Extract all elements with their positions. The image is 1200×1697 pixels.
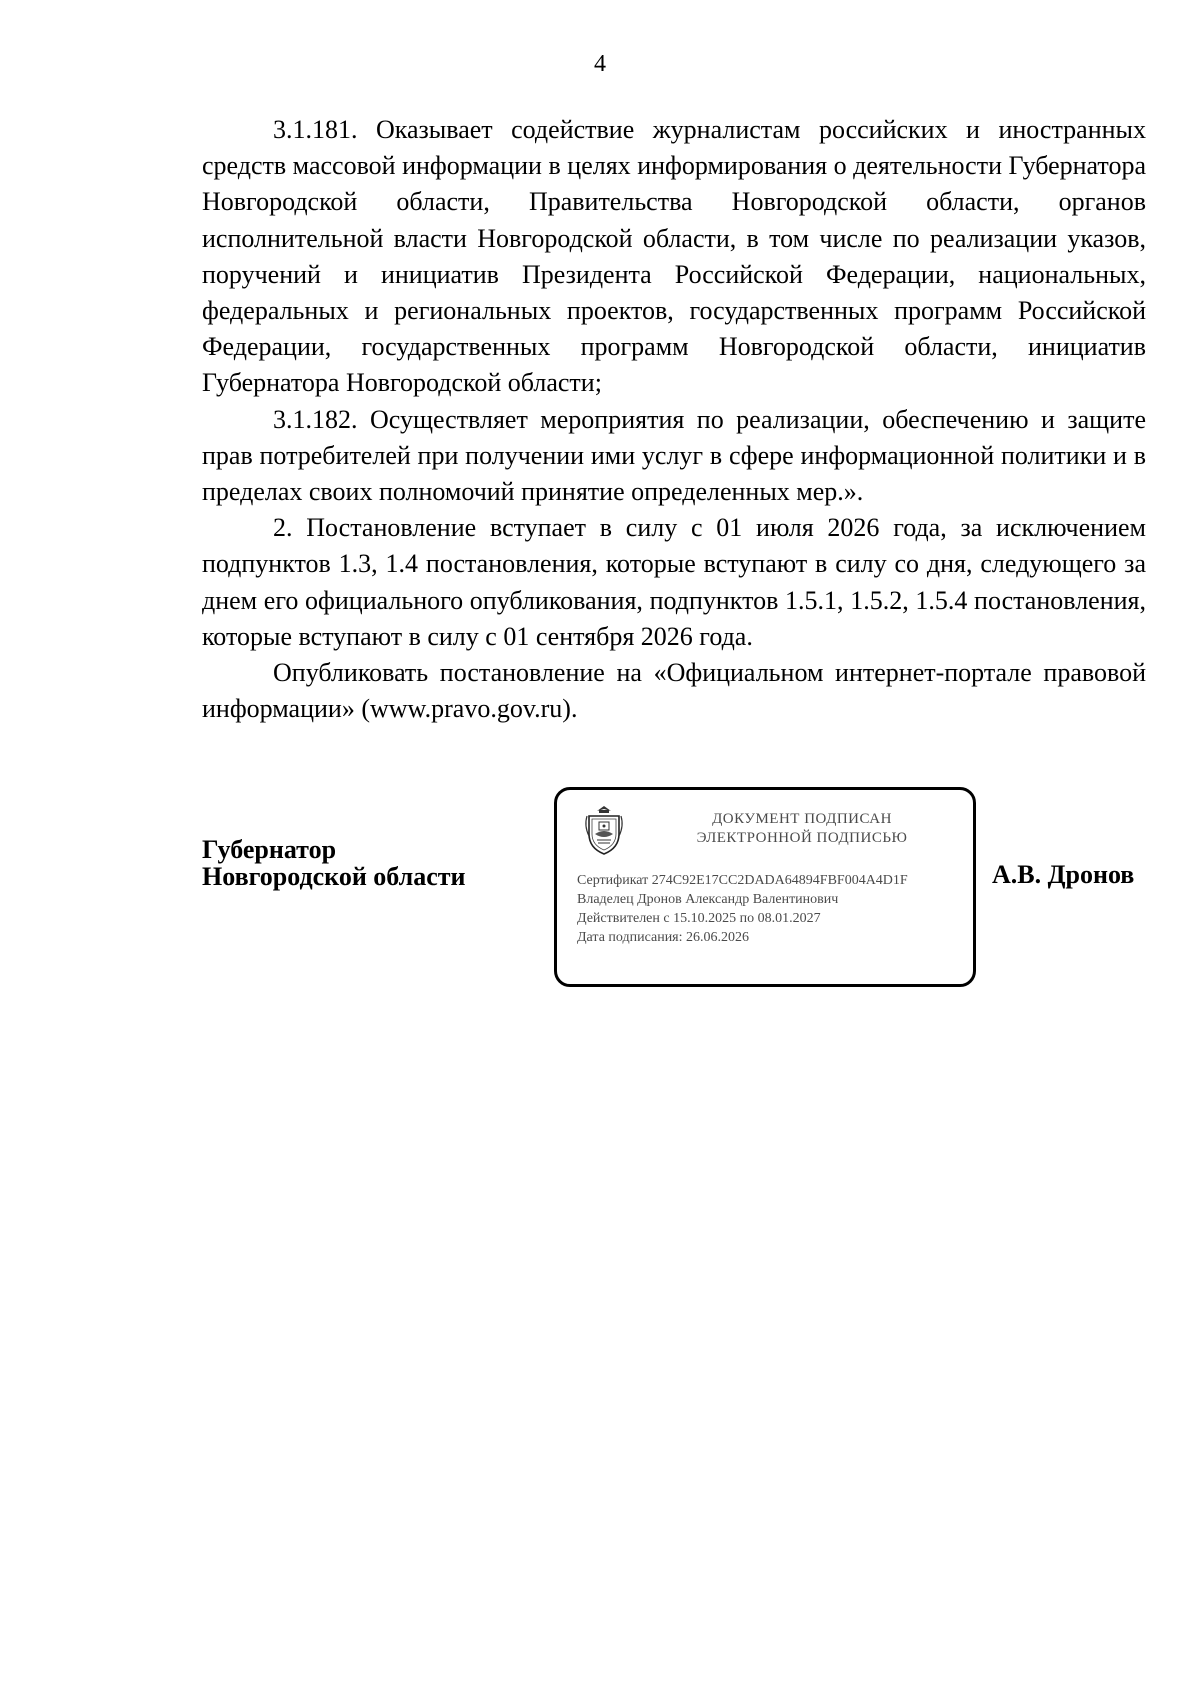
paragraph-3-1-182: 3.1.182. Осуществляет мероприятия по реализации, обеспечению и защите прав потребителей при получении ими услуг в сфере информационной политики и в пределах своих полномочий принятие определенных мер.». — [202, 404, 1146, 507]
signatory-title — [202, 836, 466, 890]
stamp-heading-line2: ЭЛЕКТРОННОЙ ПОДПИСЬЮ — [696, 830, 908, 846]
signatory-title-line1: Губернатор — [202, 835, 337, 864]
signatory-name: А.В. Дронов — [992, 860, 1135, 889]
signatory-title-line2: Новгородской области — [202, 862, 466, 891]
stamp-heading-line1: ДОКУМЕНТ ПОДПИСАН — [712, 811, 892, 827]
paragraph-publication: Опубликовать постановление на «Официальном интернет-портале правовой информации» (www.pravo.gov.ru). — [202, 658, 1146, 724]
paragraph-3-1-181: 3.1.181. Оказывает содействие журналистам российских и иностранных средств массовой информации в целях информирования о деятельности Губернатора Новгородской области, Правительства Новгородской области, органов исполнительной власти Новгородской области, в том числе по реализации указов, поручений и инициатив Президента Российской Федерации, национальных, федеральных и региональных проектов, государственных программ Российской Федерации, государственных программ Новгородской области, инициатив Губернатора Новгородской области; — [202, 115, 1146, 398]
stamp-validity: Действителен с 15.10.2025 по 08.01.2027 — [577, 911, 821, 926]
electronic-signature-stamp — [554, 787, 976, 987]
stamp-certificate: Сертификат 274C92E17CC2DADA64894FBF004A4D1F — [577, 873, 908, 888]
document-body — [202, 112, 1146, 727]
paragraph-effective-date: 2. Постановление вступает в силу с 01 июля 2026 года, за исключением подпунктов 1.3, 1.4 постановления, которые вступают в силу со дня, следующего за днем его официального опубликования, подпунктов 1.5.1, 1.5.2, 1.5.4 постановления, которые вступают в силу с 01 сентября 2026 года. — [202, 513, 1146, 651]
page-number: 4 — [594, 51, 606, 77]
stamp-details — [577, 871, 908, 947]
stamp-owner: Владелец Дронов Александр Валентинович — [577, 892, 839, 907]
stamp-heading — [647, 810, 957, 848]
stamp-signing-date: Дата подписания: 26.06.2026 — [577, 930, 750, 945]
coat-of-arms-icon — [583, 804, 625, 856]
